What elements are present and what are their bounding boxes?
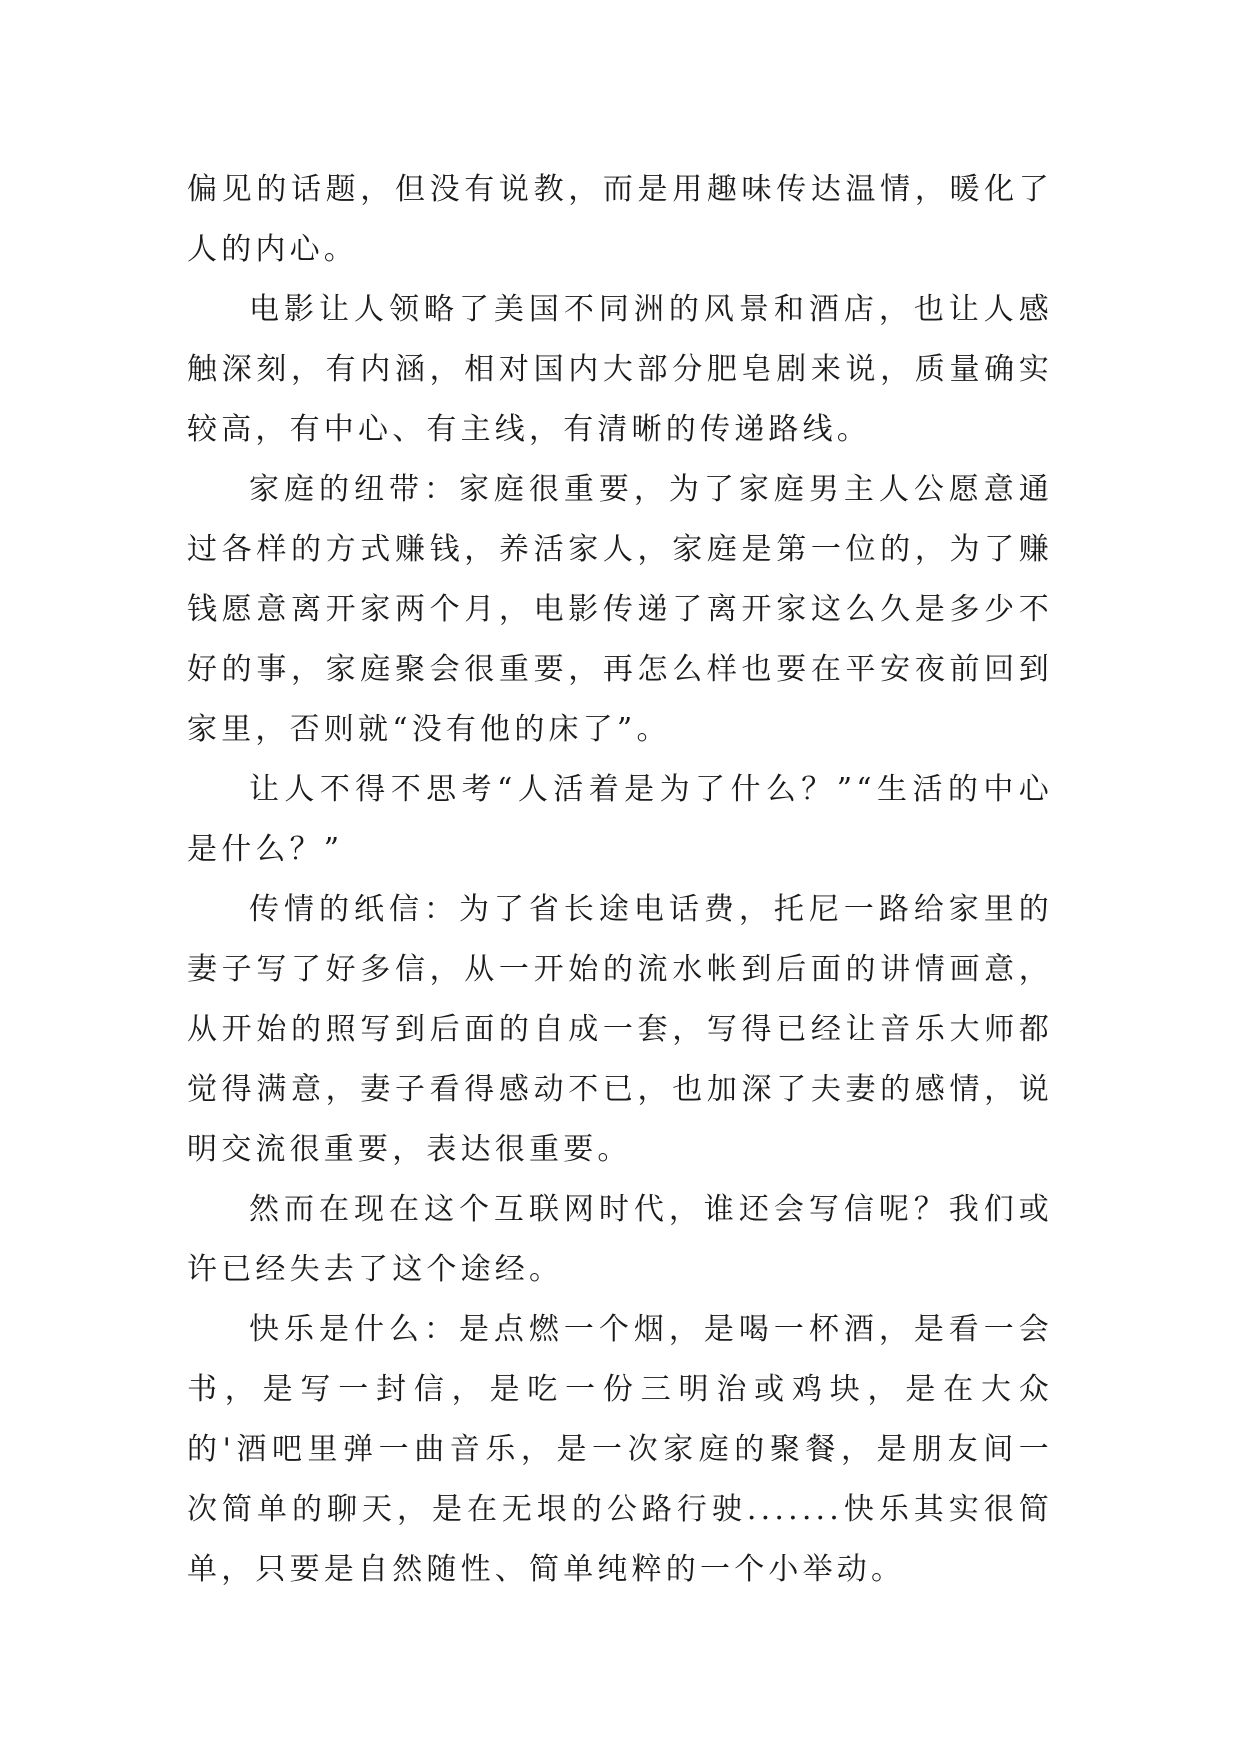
paragraph-internet-era: 然而在现在这个互联网时代，谁还会写信呢？我们或许已经失去了这个途经。 [187, 1192, 1053, 1287]
document-body [187, 160, 1053, 1600]
paragraph-reflection: 让人不得不思考“人活着是为了什么？”“生活的中心是什么？” [187, 772, 1053, 867]
paragraph-family-bond: 家庭的纽带：家庭很重要，为了家庭男主人公愿意通过各样的方式赚钱，养活家人，家庭是第一位的，为了赚钱愿意离开家两个月，电影传递了离开家这么久是多少不好的事，家庭聚会很重要，再怎么样也要在平安夜前回到家里，否则就“没有他的床了”。 [187, 472, 1053, 747]
paragraph-letters: 传情的纸信：为了省长途电话费，托尼一路给家里的妻子写了好多信，从一开始的流水帐到后面的讲情画意，从开始的照写到后面的自成一套，写得已经让音乐大师都觉得满意，妻子看得感动不已，也加深了夫妻的感情，说明交流很重要，表达很重要。 [187, 892, 1053, 1167]
paragraph-movie-impression: 电影让人领略了美国不同洲的风景和酒店，也让人感触深刻，有内涵，相对国内大部分肥皂剧来说，质量确实较高，有中心、有主线，有清晰的传递路线。 [187, 292, 1053, 447]
paragraph-happiness: 快乐是什么：是点燃一个烟，是喝一杯酒，是看一会书，是写一封信，是吃一份三明治或鸡块，是在大众的'酒吧里弹一曲音乐，是一次家庭的聚餐，是朋友间一次简单的聊天，是在无垠的公路行驶.......快乐其实很简单，只要是自然随性、简单纯粹的一个小举动。 [187, 1312, 1053, 1587]
paragraph-continuation: 偏见的话题，但没有说教，而是用趣味传达温情，暖化了人的内心。 [187, 172, 1053, 267]
